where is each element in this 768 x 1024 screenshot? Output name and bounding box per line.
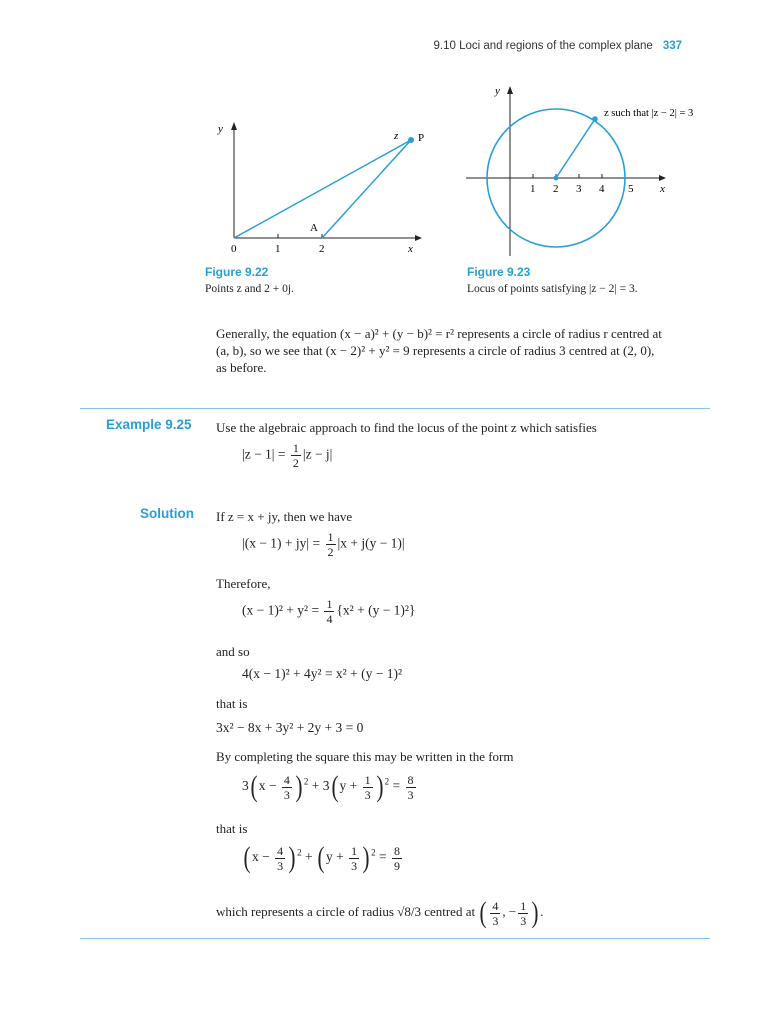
- term-x: x −: [258, 778, 277, 794]
- close-paren: ): [288, 841, 296, 874]
- fraction-numerator: 1: [292, 441, 299, 455]
- fraction-denominator: 2: [292, 456, 299, 470]
- figure-9-22-caption: Points z and 2 + 0j.: [205, 283, 294, 295]
- label-A: A: [310, 222, 318, 234]
- fraction-result: [406, 773, 416, 802]
- y-axis-arrow: [507, 86, 513, 94]
- example-top-rule: [80, 408, 710, 409]
- fraction-numerator: 1: [520, 898, 527, 913]
- final-statement: which represents a circle of radius √8/3 centred at ( $\frac{4}{3}$ , − $\frac{1}{3}$ ) .: [216, 896, 544, 929]
- square-exponent: 2: [371, 847, 376, 858]
- plus-term: + 3: [311, 778, 330, 794]
- term-x: x −: [252, 849, 270, 865]
- paragraph-line-1: Generally, the equation (x − a)² + (y − b)² = r² represents a circle of radius r centred at: [216, 326, 662, 341]
- tick-label-2: 2: [319, 243, 325, 255]
- fraction-denominator: 3: [283, 787, 290, 802]
- square-exponent: 2: [384, 776, 390, 787]
- vector-z: [234, 140, 411, 238]
- that-is-text-1: that is: [216, 696, 248, 711]
- fraction-numerator: 8: [407, 772, 414, 787]
- fraction-denominator: 3: [364, 787, 371, 802]
- equation-left: (x − 1)² + y² =: [242, 602, 320, 618]
- page-number: 337: [662, 40, 682, 52]
- paragraph-line-2: (a, b), so we see that (x − 2)² + y² = 9 represents a circle of radius 3 centred at (2, 0),: [216, 343, 655, 358]
- fraction-numerator: 8: [394, 843, 400, 858]
- term-y: y +: [339, 778, 358, 794]
- x-axis-label: x: [408, 243, 413, 255]
- x-axis-arrow: [415, 235, 422, 241]
- close-paren: ): [531, 896, 539, 929]
- tick-label-4: 4: [599, 183, 605, 195]
- point-P: [408, 137, 414, 143]
- centre-y-fraction: [518, 899, 528, 928]
- tick-label-1: 1: [530, 183, 536, 195]
- solution-intro: If z = x + jy, then we have: [216, 509, 353, 524]
- fraction-denominator: 2: [327, 545, 334, 559]
- close-paren: ): [376, 770, 384, 803]
- fraction-numerator: 1: [351, 843, 358, 858]
- point-z: [592, 116, 598, 122]
- fraction: [275, 844, 285, 873]
- close-paren: ): [295, 770, 303, 803]
- term-y: y +: [326, 849, 344, 865]
- paragraph-line-3: as before.: [216, 360, 267, 375]
- fraction: [349, 844, 359, 873]
- example-label: Example 9.25: [106, 417, 192, 432]
- figure-9-22: [200, 110, 430, 260]
- fraction-denominator: 3: [407, 787, 414, 802]
- open-paren: (: [250, 770, 258, 803]
- solution-equation-6: [242, 843, 404, 873]
- fraction-half: [326, 530, 336, 559]
- x-axis-arrow: [659, 175, 666, 181]
- fraction-numerator: 1: [364, 772, 371, 787]
- fraction-quarter: [324, 597, 334, 626]
- open-paren: (: [331, 770, 338, 803]
- tick-label-1: 1: [275, 243, 281, 255]
- tick-label-3: 3: [576, 183, 582, 195]
- that-is-text-2: that is: [216, 821, 248, 836]
- final-text: which represents a circle of radius √8/3 centred at: [216, 903, 476, 919]
- equals: =: [379, 849, 387, 865]
- therefore-text: Therefore,: [216, 576, 271, 591]
- solution-equation-2: [242, 597, 415, 626]
- circle-annotation: z such that |z − 2| = 3: [604, 108, 694, 119]
- equation-right: {x² + (y − 1)²}: [336, 602, 416, 618]
- coefficient: 3: [242, 778, 249, 794]
- open-paren: (: [317, 841, 325, 874]
- fraction-denominator: 4: [326, 612, 333, 626]
- y-axis-label: y: [495, 85, 500, 97]
- running-header: [434, 40, 682, 52]
- solution-equation-5: [242, 772, 418, 802]
- figure-9-23-title: Figure 9.23: [467, 265, 531, 279]
- tick-label-2: 2: [553, 183, 559, 195]
- solution-equation-4: 3x² − 8x + 3y² + 2y + 3 = 0: [216, 720, 364, 735]
- solution-label: Solution: [140, 506, 194, 521]
- fraction: [282, 773, 292, 802]
- label-P: P: [418, 132, 425, 144]
- fraction-denominator: 3: [492, 913, 499, 928]
- fraction-numerator: 4: [492, 898, 499, 913]
- equation-right: |z − j|: [302, 446, 333, 462]
- fraction-numerator: 4: [277, 843, 284, 858]
- figure-9-23: [462, 78, 712, 264]
- fraction-result: [392, 844, 402, 873]
- figure-9-23-caption: Locus of points satisfying |z − 2| = 3.: [467, 283, 638, 295]
- equation-left: |z − 1| =: [242, 446, 286, 462]
- y-axis-arrow: [231, 122, 237, 130]
- and-so-text: and so: [216, 644, 250, 659]
- label-z: z: [394, 130, 399, 142]
- square-exponent: 2: [297, 847, 302, 858]
- tick-label-0: 0: [231, 243, 237, 255]
- square-exponent: 2: [303, 776, 309, 787]
- fraction-numerator: 4: [283, 772, 290, 787]
- fraction: [363, 773, 373, 802]
- y-axis-label: y: [218, 123, 223, 135]
- section-title: 9.10 Loci and regions of the complex plane: [433, 40, 653, 52]
- fraction-denominator: 9: [394, 858, 400, 873]
- segment-AP: [322, 140, 411, 238]
- plus-term: +: [305, 849, 313, 865]
- fraction-numerator: 1: [326, 597, 333, 611]
- x-axis-label: x: [660, 183, 665, 195]
- solution-equation-1: [242, 530, 405, 559]
- centre-x-fraction: [490, 899, 500, 928]
- equation-left: |(x − 1) + jy| =: [242, 535, 321, 551]
- completing-square-text: By completing the square this may be written in the form: [216, 749, 514, 764]
- example-statement: Use the algebraic approach to find the locus of the point z which satisfies: [216, 420, 597, 435]
- solution-equation-3: 4(x − 1)² + 4y² = x² + (y − 1)²: [242, 666, 402, 681]
- centre-point: [554, 176, 559, 181]
- fraction-numerator: 1: [327, 530, 334, 544]
- open-paren: (: [243, 841, 251, 874]
- equals: =: [392, 778, 401, 794]
- fraction-denominator: 3: [351, 858, 358, 873]
- example-equation: [242, 441, 332, 470]
- equation-right: |x + j(y − 1)|: [337, 535, 405, 551]
- fraction-denominator: 3: [520, 913, 527, 928]
- figure-9-22-title: Figure 9.22: [205, 265, 269, 279]
- radius-line: [556, 119, 595, 178]
- open-paren: (: [479, 896, 487, 929]
- general-equation-paragraph: [216, 325, 716, 376]
- tick-label-5: 5: [628, 183, 634, 195]
- fraction-half: [291, 441, 301, 470]
- close-paren: ): [362, 841, 370, 874]
- example-bottom-rule: [80, 938, 710, 939]
- fraction-denominator: 3: [277, 858, 284, 873]
